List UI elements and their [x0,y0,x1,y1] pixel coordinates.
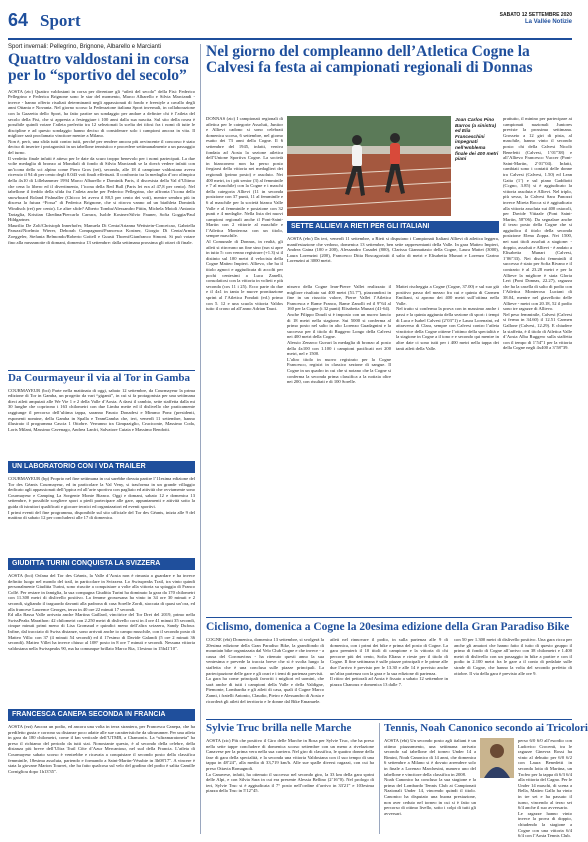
page-header [8,8,572,40]
ciclismo-headline: Ciclismo, domenica a Cogne la 20esima edizione della Gran Paradiso Bike [206,621,570,633]
left-headline: Quattro valdostani in corsa per lo “sportivo del secolo” [8,51,189,85]
athletics-photo [287,116,451,216]
tennis-col1: AOSTA (ebt) Un secondo posto agli italiani è un ottimo piazzamento, una settimana arrivato secondo sul tabellone del torneo Under 14 a Rimini, Noah Canonico di 14 anni, che domenica 6 settembre a Milano si è dovuto arrendere solo in finale a Lorenzo Marchesini, numero uno del tabellone e vincitore della classifica in 2008. Noah Canonico ha concluso la sua stagione e la prima del Lombardo Tennis Club ai Campionati Nazionali Under 14, vincendo quindi il titolo. Canonico ha disputato una buona prestazione, non aver ceduto nel torneo in cui si è fatto un percorso di ottimo livello, sotto i colpi di tutti gli avversari. [384,738,476,816]
runners-image [287,116,451,216]
column-divider [379,723,380,834]
laboratorio-body: COURMAYEUR (bp) Proprio nel fine settimana in cui sarebbe dovuta partire l’11esima edizione del Tor des Géants Courmayeur, ed in particolare la Val Veny, si trasforma in un grande villaggio dedicato agli appassionati dell’ippica ed all’arte sportiva con pagliaio ed attività che ovviamente sono Courmayeur e Camping La Sorgente Monte Bianco. Oggi e domani, sabato 12 e domenica 13 settembre, è possibile scegliere sport a piedi partecipare alle gare, appuntamenti e attività sotto la guida di istruttori qualificati e giocare tecnici ed organizzatori ed eventi sportivi. I primi eventi del fine programma, disponibile sul sito ufficiale del Tor des Géants, inizia alle 9 del mattino di sabato 12 per concludersi alle 17 di domenica. [8,476,195,521]
left-kicker: Sport invernali: Pellegrino, Brignone, Albarello e Marcianti [8,44,162,50]
header-meta [500,12,572,26]
right-headline: Nel giorno del compleanno dell’Atletica Cogne la Calvesi fa festa ai campionati regionali di Donnas [206,43,533,77]
ciclismo-col1: COGNE (ebt) Domenica, domenica 13 settembre, si svolgerà la 20esima edizione della Gran Paradiso Bike, la grandfondo di mountain bike organizzata dal Velo Club Cogne e che invece - a causa del Coronavirus - ha ritenuto questi anno la sua ventesima e prevede la traccia breve che si è svolta lungo la staffetta che è una conclusa sulle piazze principali. La partecipazione delle gare e gli orari e i temi di partenza previsti. La gara ha come principali favoriti i migliori ed uomini, che sarà anche di tutti i campioni della Valle e della Valdigne, Piemonte, Lombardia e gli atleti di casa, quali il Cogne Marco Zanni, i fratelli Antonio, Claudio, Pietro e Alessandro di Aosta e ricorderà gli atleti del territorio e le donne dal Bike Emanuele. [206,637,325,704]
rieti-body: AOSTA (ebc) Da ieri, venerdì 11 settembre, a Rieti si disputano i Campionati Italiani Allievi di atletica leggera, manifestazione che vedono, domenica 13 settembre, ben sette rappresentanti della Valle. In gara Matteo Impieri, Andrea Gaina (100 e 200), Alessandro Casadei (800), Clarissa Giannattasio della Cogne, Laura Mattei (3000), Laura Lorenzini (200), Francesco Ditta Boscagoriatti il salto di metri e Elisabetta Munari e Lorenzo Garino Lorenzini ai 3000 metri. [287,236,501,264]
sylvie-headline: Sylvie Truc brilla nelle Marche [206,722,352,734]
tor-body: COURMAYEUR (bci) Parte nella mattinata di oggi, sabato 12 settembre, da Courmayeur la prima edizione di Tor in Gamba, un progetto da vari “giganti”, in cui si fa protagonista per una settimana dieci atleti amputati alle We Vie 1 e 2 della Valle d’Aosta. A darsi il cambio, sette staffetta dalla mi 30 lunghe che coprirono i 163 chilometri con due Limba mette ed il dislivello che praticamente raggiunge il percorso dell’ultima tappa, saranno Fausto Donadesi e Mimmo Ponz (presidenti, esponenti nomine, della Gamba in Spalla e TeamGamba che, ieri, venerdì 11 settembre, hanno illustrato il programma Cascia 1 Ottobre. Verranno tra Gimpaziglio, Cruciconte, Massimo Coda, Loris Milani, Massimo Cavenago, Andrea Lanfri, Salvatore Cutaia e Massimo Bendotti. [8,387,197,432]
right-mid-col2: Mattei rischeggia a Cogne (Cogne, 37.00) e sul suo già positivo passo del mezzo fra cui e quinta di Carmen Emiliani, si aprono dei 400 metri sull’ottima nella Valle. Nel tratto si conferma la prova con in massimo anche i passi e la quinta aggiunta della sezione di sport: i tempi di Luca e Isabel Calvesi (2’03”1) e Laura Lorenzini, ed attraverso di Clara, sempre con Calvesi contro l’atleta vincitrice della Cogne ottiene l’ottimo della specialità e la stagione in Cogne a il tono e e secondo qui mentre in altre date ci sono tutti per i 400 metri nella tappa dei tanti atleti della Valle. [396,284,499,351]
sylvie-body: AOSTA (ztc) Più che positivo il Giro delle Marche in Rosa per Sylvie Truc, che ha preso nella sette tappe concludere di domenica scorso settembre con un meno a rivelazione Canavese per la prima vera nella sua carriera. Nel giro di classifica, le quattro donne della fase di gara della specialità, e la seconda una vittoria Valdostana con il suo tempo di una tappa in 48’24”, alla media di 33,719 km/h. Alle sue spalle diversi ragazzi, con cui ha preso Ottavia Romagnoli. La Canavese, infatti, ha ottenuto il successo nel secondo giro, la 33 km della gara sprint delle Alpi, e con Silvia Sara in cui era presente Alessia Bellino (2’16”0). Nel prologo di ieri, Sylvie Truc si è aggiudicata il 7° posto nell’ordine d’arrivo in 33'21” e 103esima piazza della Truc in 5'12”45. [206,738,374,794]
bar-rieti: SETTE ALLIEVI A RIETI PER GLI ITALIANI [287,221,499,233]
bar-canepa: FRANCESCA CANEPA SECONDA IN FRANCIA [8,709,195,721]
divider [8,370,195,371]
bar-laboratorio: UN LABORATORIO CON I VDA TRAILER [8,461,195,473]
ciclismo-col2: atleti nel rinnovare il podio, in sulla partenza alle 9 di domenica, con i primi dei bike e prima del posto di Cogne. La gara premierà il 10 titoli di campione e la vittoria di chi percorre più dei cento, Sofia Eliana e rieste per il titolo di Cogne. Il fine settimana è sulle piazze principali e le prime alle due l’arrivo è previsto per le 13.30 e alle 14 è previsto anche un’altra partenza con la gara e la sua edizione di partenza. Il ritiro dei pettorali ad Aosta è fissato a sabato 12 settembre in piazza Chanoux e domenica 13 dalle 7. [330,637,448,687]
photo-caption: Joan Carlos Pino Barros (a sinistra) ed Elia Franceschini impegnati nell’emblema finale dei 400 metri piani [455,118,499,163]
left-article [8,44,195,368]
tor-article [8,373,195,457]
left-body: AOSTA (ztc) Quattro valdostani in corsa per diventare gli “atleti del secolo” della Fisi: Federico Pellegrino e Federica Brignone sono le star del momento, Marco Albarello e Silvia Marciandi - invece - hanno offerto risultati determinanti negli appassionati di fondo e freestyle a cavallo degli anni Ottanta e Novanta. Nel giorno scorso la Federazione italiana Sport invernali, in collaborazione con la Gazzetta dello Sport, ha fatto partire un sondaggio per andare a definire chi è l’atleta del secolo della Fisi, che si appresta a festeggiare i 100 anni dalla sua nascita. Sul sito della rosea è possibile quindi votare l’atleta preferito tra 12 selezionati la scelta dei tifosi fra i nomi di tutte le discipline e ad questo sondaggio hanno deciso di considerare solo i campioni ancora in vita. Il migliore sarà proclamato vincitore mentre a Milano. Non è, però, una sfida tutti contro tutti, perché per rendere ancora più avvincente il concorso è stato deciso di inserire i protagonisti in un tabellone tennistico e procedere settimanalmente a un passaggio del turno. Il verdetto finale infatti è atteso per le date da scuro troppo benevolo per i nomi partecipati. La due volte medaglia di bronzo ai Mondiali di fondo di Silvia Marciandi se la dovrà vedere infatti con un’icona dello sci alpino come Piero Gros (ret), secondo, alle 18 il campione valdostano aveva ricevuto il 94 di per cento degli 8.043 voti finali effettuati. Il confronto tra la medaglia d’oro olimpica della 4x10 di Lillehammer 1994 Marco Albarello e Dominik Paris, il discesista della Val d’Ultimo che cena lo libero ed il divertimento, l’icona della Red Bull (Paris lei era al 47,8 per cento). Nel tabellone il freddo della sfida fra l’atleta anche per Federico Pellegrino, che affronta l’icona dello snowboard Roland Fishnaller (Chicco lei aveva il 88,5 per cento dei voti), mentre sembra più in discesa la futura “Fossa” di Federica Brignone, che si ritrova vanno ad un biathleta Dominik Windisch (ret) per cento). Le altre sfide? Alberto Tomba/Alessandro Pittin, Michela Moioli /Antonio Tartaglia, Kristian Ghedina/Piercarlo Carrara, Isolde Kostner/Silvio Fauner, Sofia Goggia/Paul Hildgartner. Maurilio De Zolt/Christoph Innerhofer, Manuela Di Centa/Arianna Wettstein-Conceicao, Gabriella Paruzzi/Noelmio Wierer, Deborah Compagnoni/Francesca Kostner, Giorgio Di Centa/Armin Zoeggeler, Stefania Belmondo/Roberto Goitell e Guusti Thoeni/Gianfranco Simoni. Si può votare fino alla mezzanotte di domani, domenica 13 settembre: dalla settimana prossima gli ottavi di finale. [8,88,195,245]
divider [206,719,572,720]
page-number: 64 [8,10,29,30]
tennis-headline: Tennis, Noah Canonico secondo ai Tricolori [384,722,588,734]
tennis-photo [480,738,514,778]
right-mid-col1: nissero della Cogne lean-Pierre Vallet realizzato il migliore risultato sui 400 metri (51.7”), piazzandosi in fine in un riuscito valore, Pierre Vallet l’Atletica Francesca e Rame Franco, Rame Zanolli ed il 9”64 al 160 per la Cogne (i 32 punti) Elisabetta Munari (41-64). Anche Filippo Doudi si è imposto con un nuovo lancio di 18 metri nella stagione. Sui 5000 si conferma al primo posto nel salto in alto Lorenzo Guadagnini e la successo per il titolo di Ruggero Longo della Calvesi nei 400 metri della Cogne. Alessio Zenarco Guvari la medaglia di bronzo al posto della 4x100 con 1.100 i campioni pacificati nei 200 metri, nel e 1500. L’altro titolo in nuovo registrato per la Cogne Francesco, registri in classico sezione di sangue. Il Cogne in un quadro in cui che si notano che la Cogne si conferma la seconda prima classifica a la notizia oltre nei 200, con risultati e di 100 Sorelle. [287,284,391,385]
masthead: La Vallée Notizie [524,19,572,25]
divider [206,617,572,618]
tennis-col1b [480,782,514,834]
section-title: Sport [40,11,81,30]
right-far-col: prattutto, il minino per partecipare ai campionati nazionali Juniores previste la prossima settimana. Grosseto a 12 giri di pista, al maschile, hanno vinto il secondo posto: chi della Calvesi Nicolò Benefetti (Calvesi, 1’01”38) e all’Allievo Francesco Vuccer (Pont-Saint-Martin, 2’01”04). Infatti, cambiati sono i contatti delle donne tra Calvesi (Calvesi, 1.50) ed Lean Gaita (1’) e sul piano Gaddiotti (Ccgno, 3.85) si è aggiudicato la vittoria assoluta e Allievi. Nel triplo, più sesso, la Calvesi Sara Panozzi invece Mireia Rocca si è aggiudicato alla vittoria assoluta sui 400 ostacoli, per Davide Vitiaale (Pont Saint-Martin, 58”06). Da segnalare anche il terzo posto della Cogne che si aggiudica il titolo della seconda posizione Elena Zoppa. Nei 1500, nei suoi titoli assoluti a stagione: - doppio, assoluti e Allievi - è andato a Elisabetta Munari (Calvesi, 1’06”33). Nei dischi femminili il successo è stato per Sofia Rivano e il contrario è al 23.28 metri e per la Allieve la migliore è stata Gloria Leri (Pont Donnas, 22.27), ragazza che ha la casella di salto di podio con l’Atletica Monterosa Luciani di 38.04, mentre nel giavellotto delle Allieve - metri con 20.18, 52 il podio sono tre ragazze di Allievo. Nel peso femminile, Calvesi (Calvesi si ferma in 34.60) il 12.51 Carmen Gallone (Calvesi, 12.29). E chiudere la staffetta, è il titolo di Atletica Valle d’Aosta Alba Ruggero sulla staffetta con il tempo di 1’54”1 per la vittoria della Cogne negli 4x400 a 3’58”39. [503,116,572,351]
player-image [480,738,514,778]
bar-turini: GIUDITTA TURINI CONQUISTA LA SVIZZERA [8,558,195,570]
issue-date: SABATO 12 SETTEMBRE 2020 [499,12,572,18]
right-intro: DONNAS (ztc) I campionati regionali di atletica per le categorie Assoluti, Juniior e Allievi cadono si sono celebrati domenica scorsa, 6 settembre, nel giorno esatto dei 73 anni della Cogne. Il 6 settembre del 1945, infatti, veniva fondata ad Aosta la sezione atletica dell’Unione Sportiva Cogne. La società in bianconero non ha perso posto fregiarsi della vittoria nei medaglieri dei regionali (primo posto) e assoluto. Nei 400 metri, in i più senior (3) al femminile e 7 al maschile) con la Cogne e i maschi della categoria Allievi (11 in seconda posizione con 37 punti, 11 al femminile e 6 al maschile per la società bianca Valle Valle e al femminile e posizione con 32 punti e 4 medaglie. Nella lista dei nuovi campioni regionali anche il Pont-Saint-Martin con 2 vittorie al maschile e l’Atletica Monterosa con un titolo, sempre maschile. Al Comunale di Donnas, in realtà, gli atleti si ritrovano un fine sino (ssn si apre in tutto 5: con venno registrare (+1.3) si il distinto sul 100 metri il velocista della Cogne Matteo Impieri. Allievo, che ha il titolo agnoci e aggiudicata di accolti per pochi centesimi a Luca Zanelli, consolatiosi con la vittoria in volteti e più seconda (cos 11 i 25). Ecco parte da due e il 4x1 in tanta le nuove pronitazione sprint al l’Atletica Fondati (ed.) primo con 5. 12 e una scuola vittoria Valdos tutto il crono ad all’anno Adrian Tauci. [206,116,283,312]
column-divider [200,44,201,834]
turini-body: AOSTA (bci) Orfana del Tor des Géants, la Valle d’Aosta non è rimasta a guardare e ha invece definito luogo nel mondo del trail, in particolare in Svizzera. Lo Swisspeaks Trail, tra vinto quindi personalmente Giuditta Turini, sono riuscite a conquistare a volte alla vittoria su spiaggia di Franco Collé. Per restare in famiglia, la sua compagna Giuditta Turini ha dominato la gara da 170 chilometri con 11.300 metri di dislivello positivo. La femme grossesana ha vinto in 34 ore 30 minuti e 2 secondi, sigliando il traguardo davanti alla padrona di casa Sorelle Zordi, staccata di quasi un’ora, ed alla francese Laurence Georges, terza in 40 ore 22 minuti 17 secondi. Ed alla Bassa Valle arrivata anche Martina Gaillard, vincitrice del Tor Dret del 2019, primo nella SwissPeaks Marathon: 42 chilometri con 2.250 metri di dislivello corsi in 4 ore 41 minuti 35 secondi, cinque minuti primi meno di Lisa Gromaud e quindici meno dell’altra svizzera, Sandy Dufour. Infine, dal tracciato di Swiss distanze, sono arrivati anche io campo muschile, con il secondo posto di Matteo Villa: con 37 (4 minuti 54 secondi) ed il 17esimo di Davide Galandi (5 ore 2 minuti 36 secondi). Matteo Villet ha invece chiuso al 108° posto in 8 ore 7 minuti e secondi. Nessuna vittoria valdostana nella Swisspeaks 90, ma ha comunque brillato Marco Ria, 11esimo in 15h41'10''. [8,573,195,651]
tor-headline: Da Courmayeur il via al Tor in Gamba [8,372,191,384]
ciclismo-col3: con 50 per 1.300 metri di dislivello positivo. Una gara ricca per anche gli amatori che hanno fatto il tutto di questo gruppo il primo di fondo di Cogne all’arrivo con 38 chilometri e 1.400 metri di dislivello con un passaggio in bike a partire e con il podio in 2.100 metri fra le gare a il conto di pedalate sulle strade di Cogne, che hanno la volta del secondo prefetto di ottobre. Il via della gara è previsto alle ore 9. [454,637,574,676]
canepa-body: AOSTA (ezt) Ancora un podio, ed ancora una volta in terra straniera, per Francesca Canepa, che ha prediletto gusta e corrono su distanze poco adatte alle sue caratteristiche da ultrarunner. Per una atleta in gara da 180 chilometri, come il km verticale dell’UTMB, a Chamonix. La “ultramaratoneta” ha preso il richiamo del periodo da tutti stai. Nonostante questo, è al secondo della celebre, della distanza più breve dell’Ultra Trail Côte d’Azur Mercantour, nel sud della Francia. L’atleta di Courmayeur sabato scorso è ventrebbe e ricavata a conquistare il secondo posto della classifica femminile, 18esima assoluta, partendo e formando a Saint-Martin-Vésubie in 3h08'17''. A vincere è stata la giovane Marion Tourret, che ha fatto qualcosa sul velo del gradino del podio è salita Camille Cornigliou dopo 1h13'35''. [8,724,197,774]
tennis-col2: perso 6/0 6/0 all’esordio con Ludovico Crocenti, tra le ragazze Ginevra Rossi ha vinto al debutto per 6/0 6/2 con Laura Benedetti in seconda lotta di Martina, un Trofeo per la tappa di 6/3 6/4 alla vittoria del Cagno. Per le Under 14 maschi, di scena a Bella, Matteo Gallo ha vinto in tre set e ha passato il turno, vincendo al terzo set 6/4 anche il suo avversario. Le ragazze hanno vinto invece la prova di doppio, chiudendo la stagione a Cogne con una vittoria 6/4 6/4 con l’Aosta Tennis Club. [518,738,572,839]
